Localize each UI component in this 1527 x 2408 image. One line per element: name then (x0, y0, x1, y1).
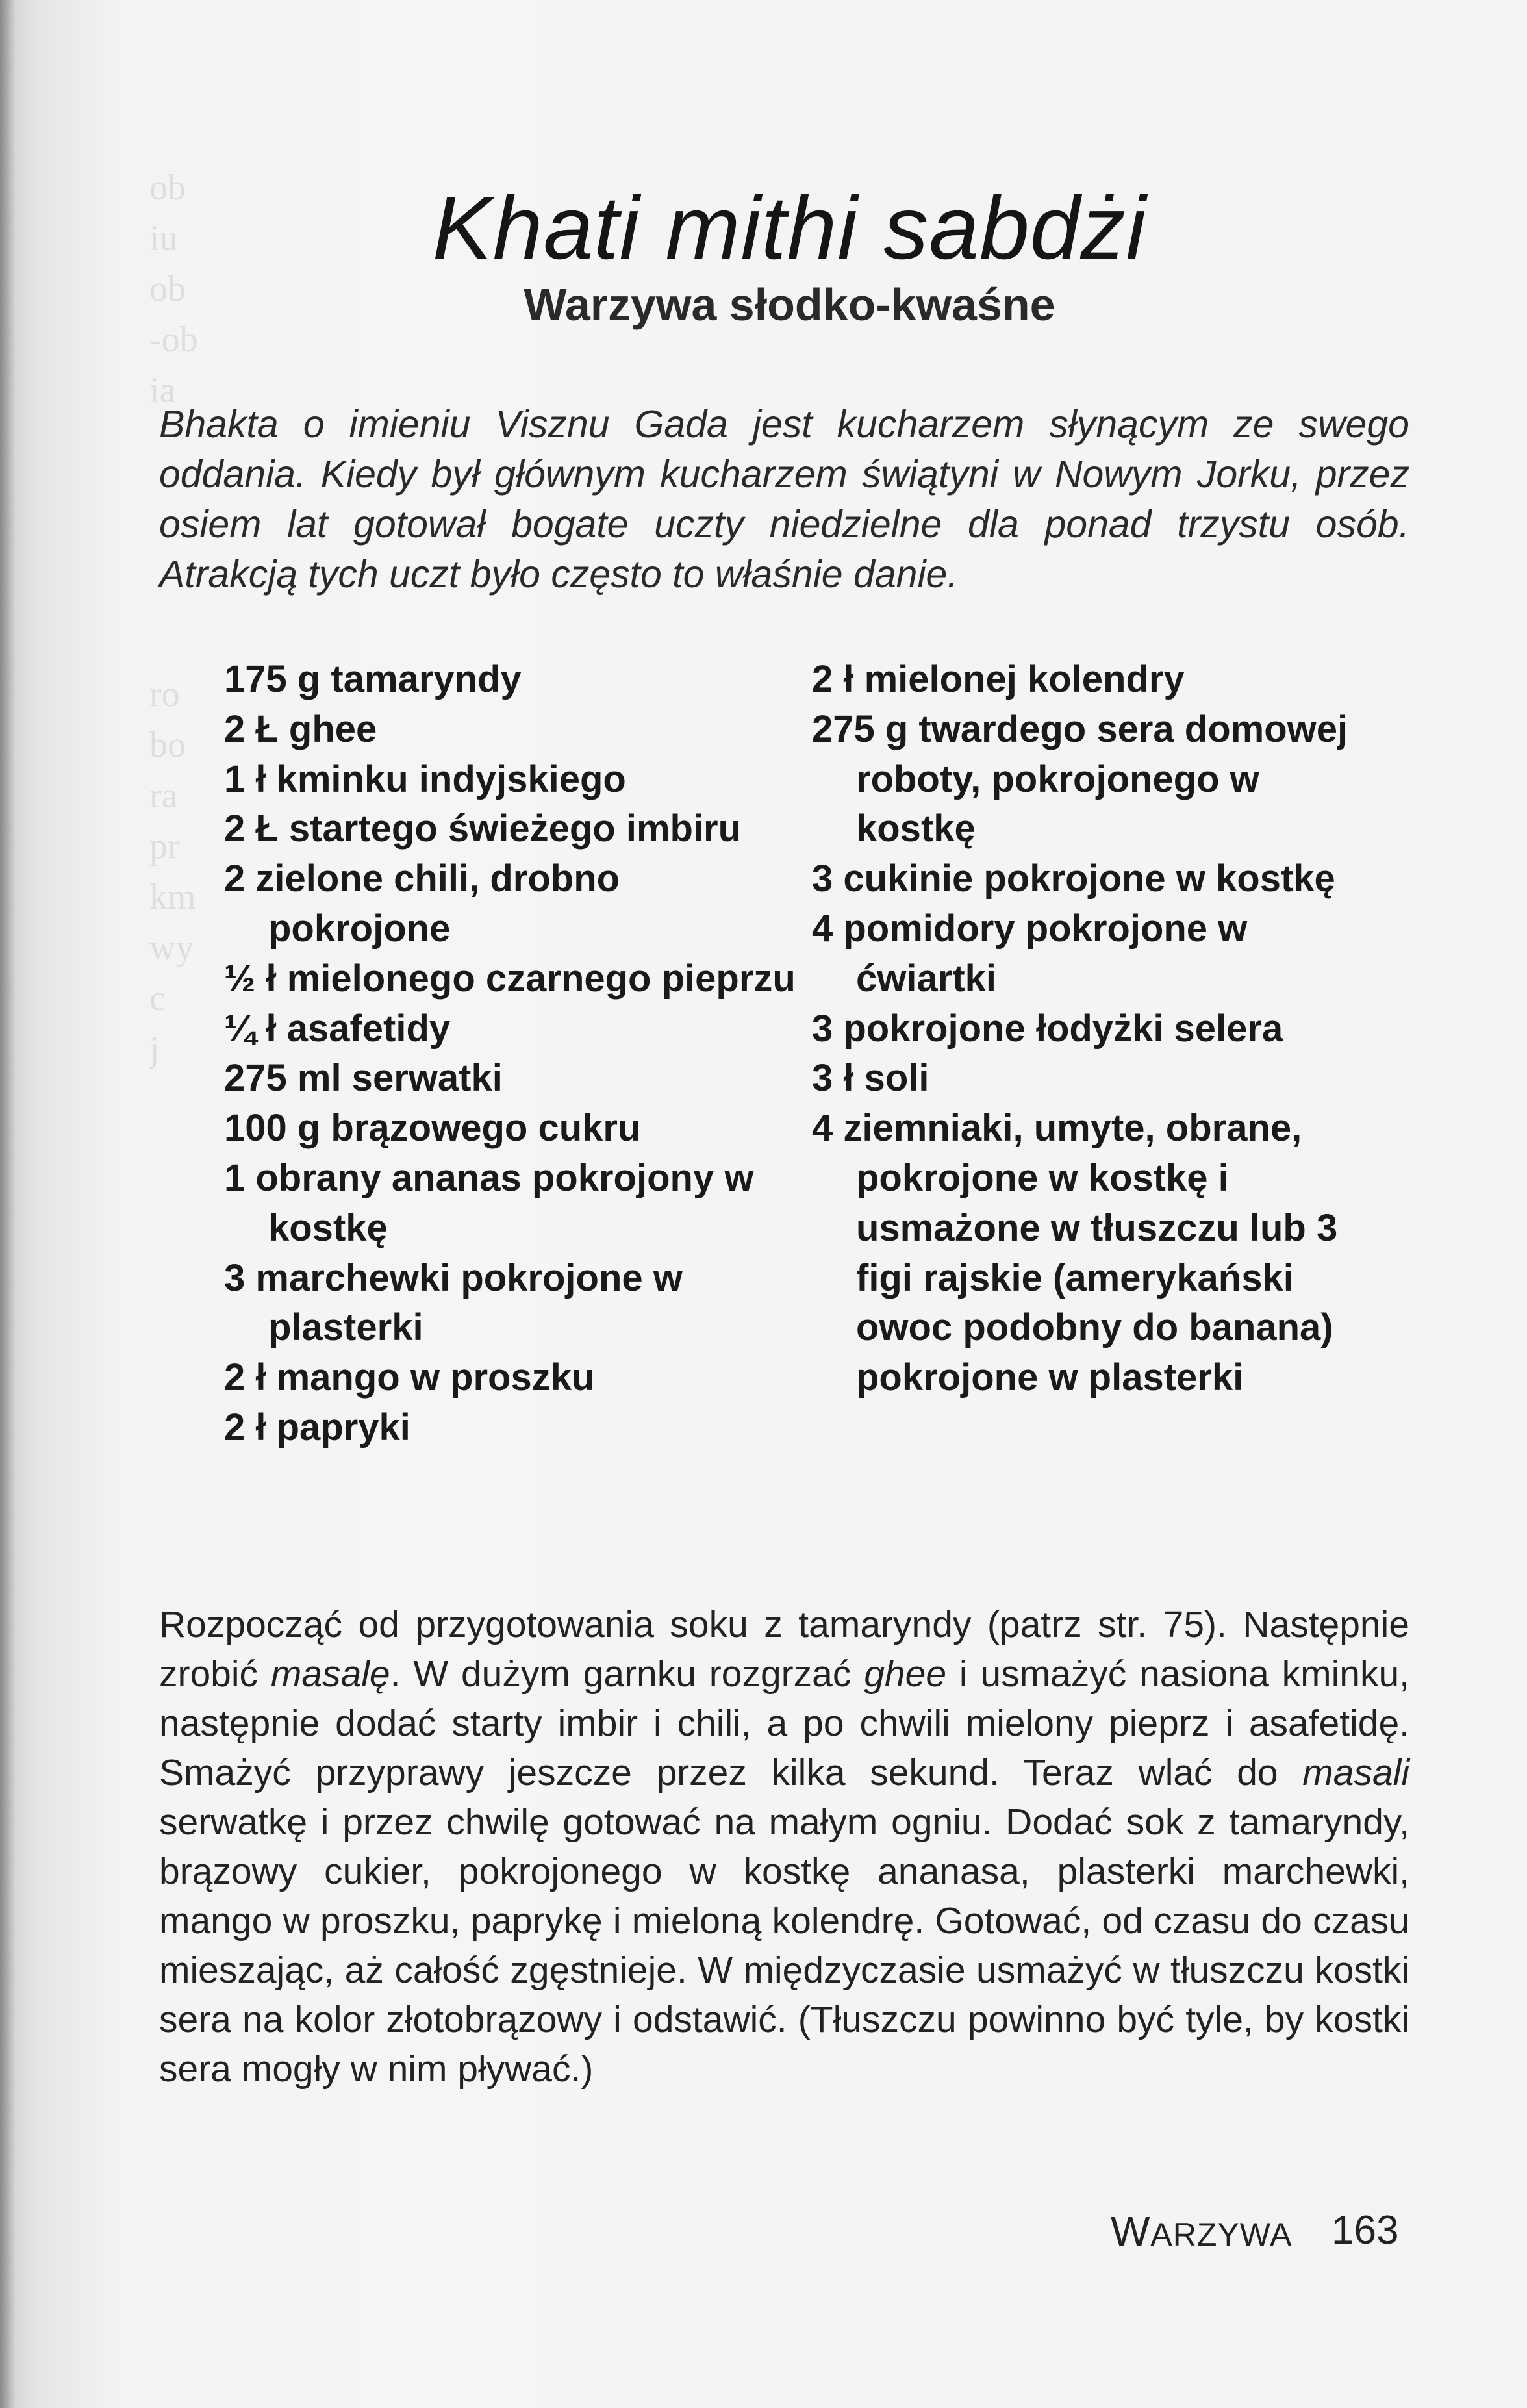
method-text: i usmażyć nasiona kminku, następnie dodać starty imbir i chili, a po chwili mielony pieprz i asafetidę. Smażyć przyprawy jeszcze przez kilka sekund. Teraz wlać do (159, 1653, 1409, 1793)
ingredient-item: 2 ł mango w proszku (224, 1356, 595, 1399)
method-paragraph (159, 1600, 1409, 2094)
ingredient-item: 1 ł kminku indyjskiego (224, 757, 626, 800)
page-number: 163 (1331, 2208, 1399, 2253)
ingredient-item: 2 ł papryki (224, 1406, 410, 1449)
ingredient-item: 3 ł soli (812, 1057, 929, 1100)
ingredient-item: 3 cukinie pokrojone w kostkę (812, 857, 1335, 900)
running-head-initial: W (1111, 2208, 1151, 2255)
method-emphasis: masali (1302, 1752, 1409, 1793)
method-emphasis: masalę (270, 1653, 390, 1695)
ingredient-item: 100 g brązowego cukru (224, 1107, 641, 1150)
ingredient-item: 3 marchewki pokrojone w plasterki (224, 1256, 683, 1349)
running-head-rest: ARZYWA (1150, 2216, 1293, 2253)
recipe-title: Khati mithi sabdżi (432, 178, 1147, 278)
method-text: Rozpocząć od przygotowania soku z tamaryndy (patrz str. 75). Następnie zrobić (159, 1604, 1409, 1695)
ingredient-item: 2 Ł startego świeżego imbiru (224, 807, 742, 850)
ingredient-item: ½ ł mielonego czarnego pieprzu (224, 957, 796, 1000)
ingredient-item: 275 ml serwatki (224, 1057, 503, 1100)
method-text: . W dużym garnku rozgrzać (390, 1653, 864, 1695)
method-emphasis: ghee (864, 1653, 947, 1695)
ingredients-list-left (224, 655, 796, 1453)
ingredient-item: 2 ł mielonej kolendry (812, 658, 1185, 700)
ingredient-item: 175 g tamaryndy (224, 658, 522, 700)
ingredient-item: 4 ziemniaki, umyte, obrane, pokrojone w kostkę i usmażone w tłuszczu lub 3 figi rajskie (amerykański owoc podobny do banana) pokrojone w plasterki (812, 1107, 1338, 1399)
method-text: serwatkę i przez chwilę gotować na małym ogniu. Dodać sok z tamaryndy, brązowy cukier, pokrojonego w kostkę ananasa, plasterki marchewki, mango w proszku, paprykę i mieloną kolendrę. Gotować, od czasu do czasu mieszając, aż całość zgęstnieje. W międzyczasie usmażyć w tłuszczu kostki sera na kolor złotobrązowy i odstawić. (Tłuszczu powinno być tyle, by kostki sera mogły w nim pływać.) (159, 1801, 1409, 2090)
ingredient-item: ¼ ł asafetidy (224, 1007, 451, 1050)
spine-shadow (0, 0, 16, 2408)
bleed-through-texture: ob iu ob -ob ia ro bo ra pr km wy c j (149, 168, 198, 1069)
ingredient-item: 2 zielone chili, drobno pokrojone (224, 857, 620, 950)
ingredient-item: 3 pokrojone łodyżki selera (812, 1007, 1283, 1050)
intro-paragraph: Bhakta o imieniu Visznu Gada jest kucharzem słynącym ze swego oddania. Kiedy był głównym kucharzem świątyni w Nowym Jorku, przez osiem lat gotował bogate uczty niedzielne dla ponad trzystu osób. Atrakcją tych uczt było często to właśnie danie. (159, 403, 1409, 596)
ingredient-item: 4 pomidory pokrojone w ćwiartki (812, 907, 1248, 1000)
ingredient-item: 1 obrany ananas pokrojony w kostkę (224, 1156, 754, 1249)
recipe-subtitle: Warzywa słodko-kwaśne (524, 279, 1055, 330)
ingredient-item: 2 Ł ghee (224, 707, 377, 750)
ingredient-item: 275 g twardego sera domowej roboty, pokrojonego w kostkę (812, 707, 1348, 850)
ingredients-list-right (812, 655, 1383, 1403)
running-head (1111, 2208, 1293, 2255)
